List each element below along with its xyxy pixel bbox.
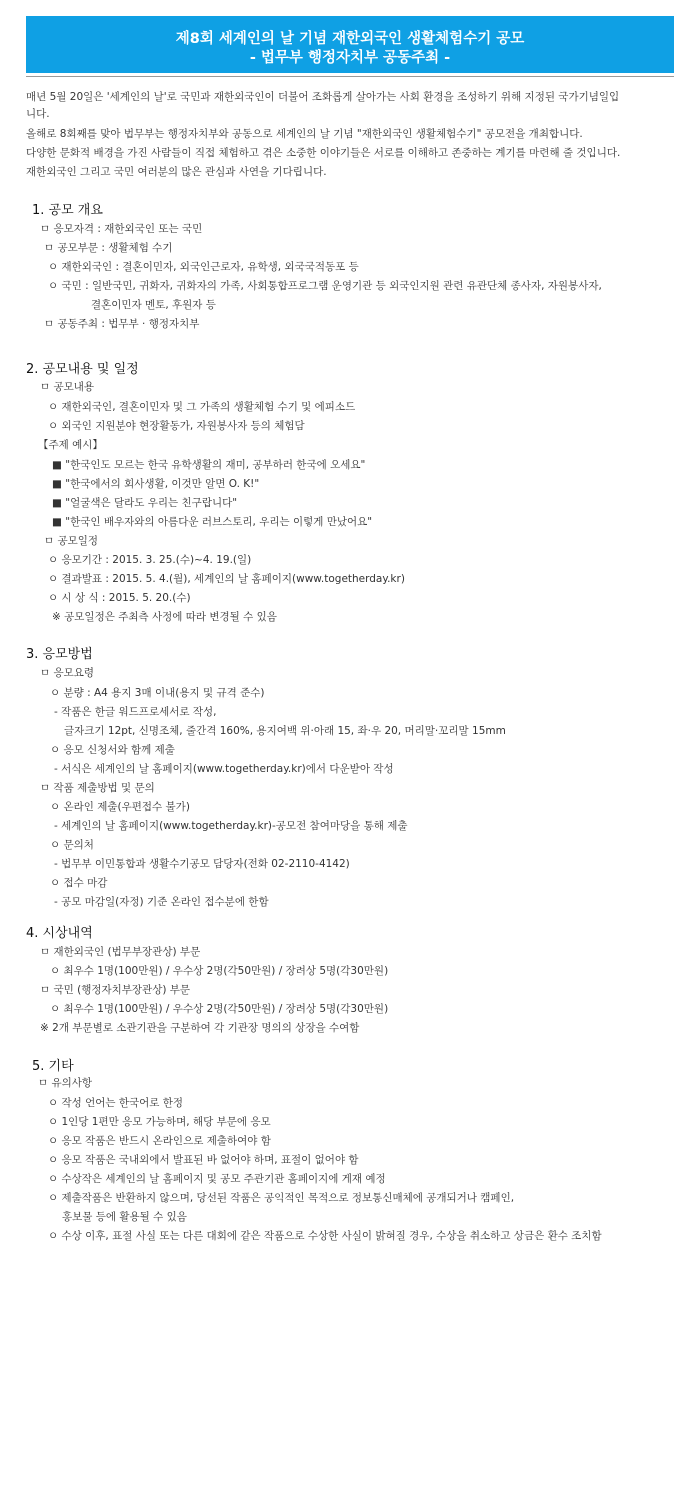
intro-line: 다양한 문화적 배경을 가진 사람들이 직접 체험하고 겪은 소중한 이야기들은 서로를 이해하고 존중하는 계기를 마련해 줄 것입니다.: [26, 147, 621, 159]
section-line: ※ 2개 부문별로 소관기관을 구분하여 각 기관장 명의의 상장을 수여함: [40, 1022, 360, 1034]
section-title-etc: 5. 기타: [32, 1059, 74, 1074]
section-line: 【주제 예시】: [38, 439, 103, 451]
intro-line: 재한외국인 그리고 국민 여러분의 많은 관심과 사연을 기다립니다.: [26, 166, 327, 178]
section-line: ㅇ 분량 : A4 용지 3매 이내(용지 및 규격 준수): [50, 687, 265, 699]
banner-title: 제8회 세계인의 날 기념 재한외국인 생활체험수기 공모: [175, 31, 525, 47]
section-line: ㅁ 응모자격 : 재한외국인 또는 국민: [40, 223, 203, 235]
section-line: ㅁ 응모요령: [40, 667, 95, 679]
divider: [26, 76, 674, 77]
section-line: ㅁ 작품 제출방법 및 문의: [40, 782, 155, 794]
section-line: ※ 공모일정은 주최측 사정에 따라 변경될 수 있음: [52, 611, 277, 623]
section-line: ㅁ 공모부문 : 생활체험 수기: [44, 242, 173, 254]
section-line: ㅇ 응모 작품은 국내외에서 발표된 바 없어야 하며, 표절이 없어야 함: [48, 1154, 359, 1166]
intro-line: 올해로 8회째를 맞아 법무부는 행정자치부와 공동으로 세계인의 날 기념 "재한외국인 생활체험수기" 공모전을 개최합니다.: [26, 128, 583, 140]
section-line: ㅁ 국민 (행정자치부장관상) 부문: [40, 984, 191, 996]
section-title-content-schedule: 2. 공모내용 및 일정: [26, 362, 139, 377]
section-line: 결혼이민자 멘토, 후원자 등: [91, 299, 216, 311]
section-line: ㅇ 응모기간 : 2015. 3. 25.(수)~4. 19.(일): [48, 554, 252, 566]
section-line: - 공모 마감일(자정) 기준 온라인 접수분에 한함: [54, 896, 269, 908]
section-line: ㅇ 응모 작품은 반드시 온라인으로 제출하여야 함: [48, 1135, 271, 1147]
section-line: ■ "한국인도 모르는 한국 유학생활의 재미, 공부하러 한국에 오세요": [52, 459, 366, 471]
intro-line: 매년 5월 20일은 '세계인의 날'로 국민과 재한외국인이 더불어 조화롭게 살아가는 사회 환경을 조성하기 위해 지정된 국가기념일입: [26, 91, 620, 103]
section-line: ㅇ 1인당 1편만 응모 가능하며, 해당 부문에 응모: [48, 1116, 271, 1128]
section-line: ㅇ 문의처: [50, 839, 94, 851]
section-line: ㅇ 접수 마감: [50, 877, 108, 889]
section-line: - 세계인의 날 홈페이지(www.togetherday.kr)-공모전 참여마당을 통해 제출: [54, 820, 408, 832]
section-line: ㅁ 재한외국인 (법무부장관상) 부문: [40, 946, 201, 958]
section-title-awards: 4. 시상내역: [26, 926, 93, 941]
section-line: ㅁ 공모내용: [40, 381, 95, 393]
section-line: ㅇ 작성 언어는 한국어로 한정: [48, 1097, 184, 1109]
section-line: ㅇ 수상 이후, 표절 사실 또는 다른 대회에 같은 작품으로 수상한 사실이 밝혀질 경우, 수상을 취소하고 상금은 환수 조치함: [48, 1230, 602, 1242]
section-line: ■ "얼굴색은 달라도 우리는 친구랍니다": [52, 497, 238, 509]
section-line: ㅇ 국민 : 일반국민, 귀화자, 귀화자의 가족, 사회통합프로그램 운영기관 등 외국인지원 관련 유관단체 종사자, 자원봉사자,: [48, 280, 602, 292]
section-line: ㅇ 응모 신청서와 함께 제출: [50, 744, 175, 756]
section-line: ㅇ 재한외국인, 결혼이민자 및 그 가족의 생활체험 수기 및 에피소드: [48, 401, 356, 413]
section-line: ■ "한국인 배우자와의 아름다운 러브스토리, 우리는 이렇게 만났어요": [52, 516, 373, 528]
section-line: ㅁ 공동주최 : 법무부 · 행정자치부: [44, 318, 200, 330]
banner-subtitle: - 법무부 행정자치부 공동주최 -: [249, 50, 451, 66]
section-line: ㅇ 시 상 식 : 2015. 5. 20.(수): [48, 592, 191, 604]
section-line: ㅇ 최우수 1명(100만원) / 우수상 2명(각50만원) / 장려상 5명(각30만원): [50, 1003, 389, 1015]
section-line: ㅁ 공모일정: [44, 535, 99, 547]
section-line: ㅇ 최우수 1명(100만원) / 우수상 2명(각50만원) / 장려상 5명(각30만원): [50, 965, 389, 977]
title-banner: [26, 16, 674, 73]
section-line: ■ "한국에서의 회사생활, 이것만 알면 O. K!": [52, 478, 260, 490]
section-line: ㅇ 제출작품은 반환하지 않으며, 당선된 작품은 공익적인 목적으로 정보통신매체에 공개되거나 캠페인,: [48, 1192, 515, 1204]
section-title-overview: 1. 공모 개요: [32, 203, 103, 218]
section-line: ㅇ 온라인 제출(우편접수 불가): [50, 801, 190, 813]
section-line: ㅇ 외국인 지원분야 현장활동가, 자원봉사자 등의 체험담: [48, 420, 305, 432]
section-line: ㅇ 재한외국인 : 결혼이민자, 외국인근로자, 유학생, 외국국적동포 등: [48, 261, 359, 273]
section-line: ㅇ 수상작은 세계인의 날 홈페이지 및 공모 주관기관 홈페이지에 게재 예정: [48, 1173, 386, 1185]
section-line: 글자크기 12pt, 신명조체, 줄간격 160%, 용지여백 위·아래 15, 좌·우 20, 머리말·꼬리말 15mm: [64, 725, 506, 737]
section-line: - 법무부 이민통합과 생활수기공모 담당자(전화 02-2110-4142): [54, 858, 350, 870]
section-line: - 작품은 한글 워드프로세서로 작성,: [54, 706, 217, 718]
section-line: ㅁ 유의사항: [38, 1077, 93, 1089]
intro-line: 니다.: [26, 108, 50, 120]
section-line: ㅇ 결과발표 : 2015. 5. 4.(월), 세계인의 날 홈페이지(www.togetherday.kr): [48, 573, 405, 585]
section-title-method: 3. 응모방법: [26, 647, 93, 662]
section-line: - 서식은 세계인의 날 홈페이지(www.togetherday.kr)에서 다운받아 작성: [54, 763, 394, 775]
section-line: 홍보물 등에 활용될 수 있음: [62, 1211, 187, 1223]
